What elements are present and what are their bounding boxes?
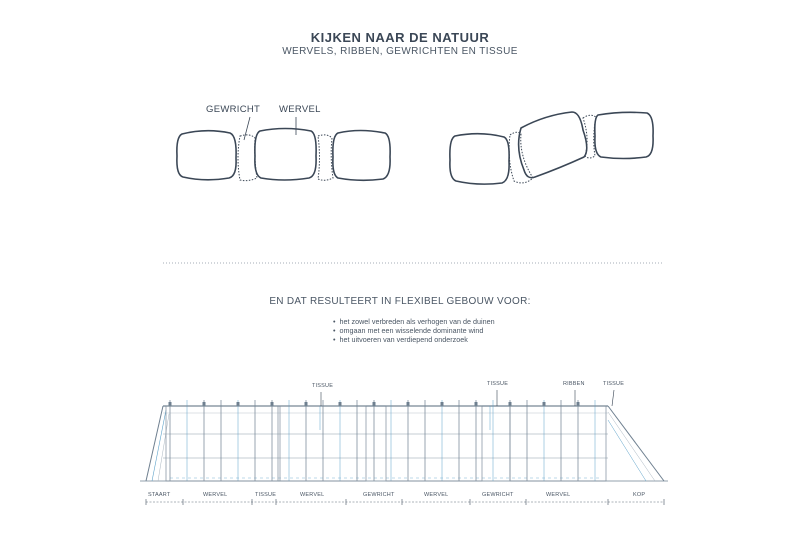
- vertebra-shape: [595, 112, 653, 158]
- segment-label-wervel: WERVEL: [424, 492, 449, 498]
- segment-label-gewricht: GEWRICHT: [363, 492, 395, 498]
- rib-cap: [475, 402, 478, 406]
- joint-shape: [509, 132, 533, 183]
- list-item: • het zowel verbreden als verhogen van de duinen: [333, 317, 495, 326]
- rib-cap: [373, 402, 376, 406]
- list-item: • omgaan met een wisselende dominante wind: [333, 326, 495, 335]
- callout-tissue: TISSUE: [487, 381, 509, 387]
- rib-cap: [203, 402, 206, 406]
- callout-tissue: TISSUE: [312, 383, 334, 389]
- rib-cap: [407, 402, 410, 406]
- segment-label-staart: STAART: [148, 492, 171, 498]
- vertebra-shape: [333, 131, 390, 181]
- segment-label-kop: KOP: [633, 492, 646, 498]
- callout-tissue: TISSUE: [603, 381, 625, 387]
- joint-shape: [318, 135, 333, 180]
- segment-label-tissue: TISSUE: [255, 492, 277, 498]
- label-joint: GEWRICHT: [206, 104, 261, 115]
- building-section: [140, 400, 668, 481]
- label-vertebra: WERVEL: [279, 104, 321, 115]
- vertebra-module: [166, 406, 280, 481]
- rib-cap: [237, 402, 240, 406]
- head-edge: [608, 420, 646, 481]
- segment-label-wervel: WERVEL: [203, 492, 228, 498]
- rib-cap: [305, 402, 308, 406]
- rib-cap: [339, 402, 342, 406]
- page-subtitle: WERVELS, RIBBEN, GEWRICHTEN EN TISSUE: [282, 46, 518, 57]
- callout-leader: [612, 390, 614, 406]
- vertebra-shape: [450, 134, 509, 184]
- page-title: KIJKEN NAAR DE NATUUR: [310, 30, 490, 45]
- leader-joint: [244, 117, 250, 140]
- segment-label-wervel: WERVEL: [546, 492, 571, 498]
- rib-cap: [543, 402, 546, 406]
- rib-cap: [441, 402, 444, 406]
- head-edge: [608, 406, 664, 481]
- result-bullet-list: [333, 317, 495, 344]
- vertebra-module: [278, 406, 366, 481]
- list-item: • het uitvoeren van verdiepend onderzoek: [333, 335, 495, 344]
- vertebra-module: [510, 406, 606, 481]
- head-edge: [608, 412, 655, 481]
- rib-cap: [169, 402, 172, 406]
- vertebra-shape: [519, 112, 587, 178]
- callout-ribben: RIBBEN: [563, 381, 585, 387]
- vertebra-module: [386, 406, 482, 481]
- rib-cap: [271, 402, 274, 406]
- result-heading: EN DAT RESULTEERT IN FLEXIBEL GEBOUW VOOR:: [269, 296, 531, 307]
- segment-label-gewricht: GEWRICHT: [482, 492, 514, 498]
- rib-cap: [509, 402, 512, 406]
- vertebra-shape: [255, 129, 316, 181]
- segment-label-wervel: WERVEL: [300, 492, 325, 498]
- rib-cap: [577, 402, 580, 406]
- vertebra-shape: [177, 131, 236, 180]
